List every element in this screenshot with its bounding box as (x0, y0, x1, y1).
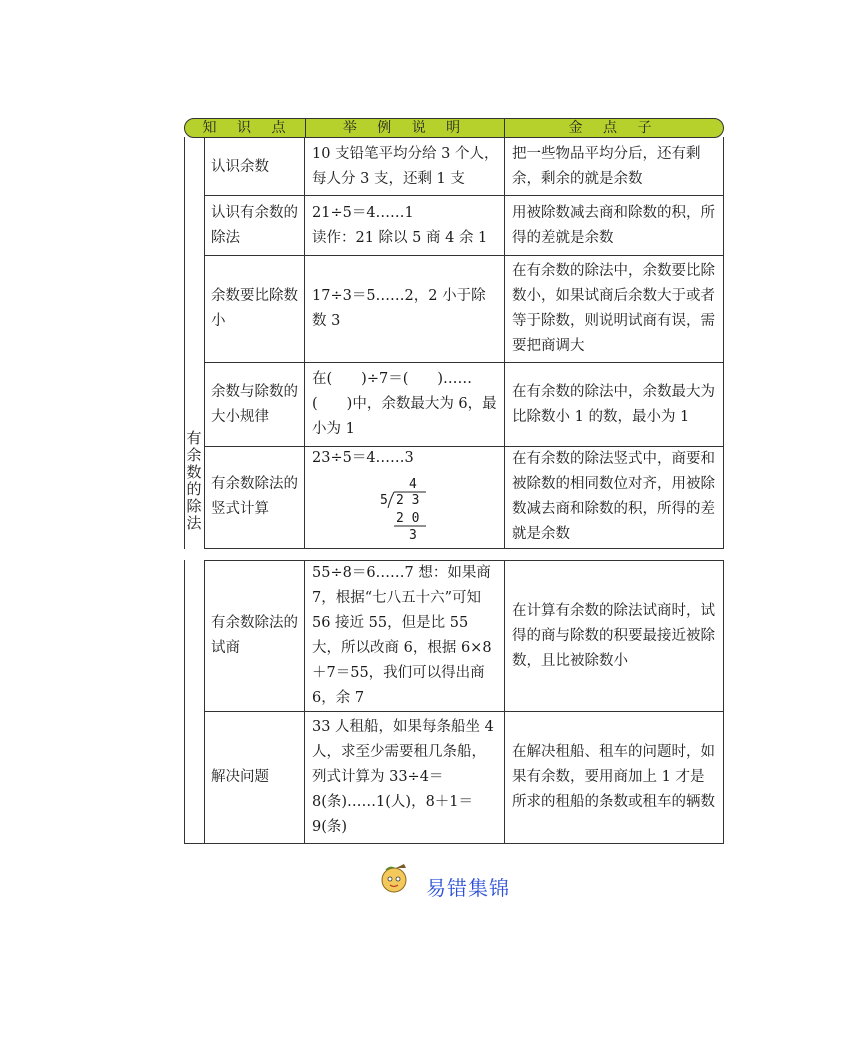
example-cell: 21÷5＝4……1 读作：21 除以 5 商 4 余 1 (312, 204, 488, 246)
header-knowledge-point: 知 识 点 (202, 120, 294, 136)
tip-cell: 用被除数减去商和除数的积，所得的差就是余数 (512, 204, 715, 246)
long-division-figure (366, 476, 446, 546)
header-example: 举 例 说 明 (342, 120, 469, 136)
row-divider (204, 195, 724, 196)
knowledge-point-cell: 认识有余数的除法 (211, 204, 298, 246)
knowledge-point-cell: 认识余数 (211, 158, 269, 175)
table-bottom-border (184, 843, 724, 844)
knowledge-point-cell: 有余数除法的试商 (211, 615, 298, 656)
tip-cell: 在有余数的除法中，余数最大为比除数小 1 的数，最小为 1 (512, 383, 715, 425)
example-cell: 23÷5＝4……3 (312, 450, 414, 466)
knowledge-point-cell: 有余数除法的竖式计算 (211, 476, 298, 517)
section-title: 易错集锦 (426, 876, 510, 900)
category-label: 有余数的除法 (186, 429, 202, 532)
divisor: 5 (380, 493, 388, 508)
knowledge-point-cell: 余数与除数的大小规律 (211, 383, 298, 425)
tip-cell: 在有余数的除法竖式中，商要和被除数的相同数位对齐，用被除数减去商和除数的积，所得的差就是余数 (512, 451, 715, 542)
table-border (723, 560, 724, 844)
cartoon-mascot-icon (376, 860, 412, 896)
tip-cell: 在计算有余数的除法试商时，试得的商与除数的积要最接近被除数，且比被除数小 (512, 602, 715, 669)
row-divider (204, 548, 724, 549)
table-border (184, 560, 185, 844)
header-tips: 金 点 子 (568, 120, 660, 136)
example-cell: 55÷8＝6……7 想：如果商 7，根据“七八五十六”可知 56 接近 55，但是比 55 大，所以改商 6，根据 6×8＋7＝55，我们可以得出商 6，余 7 (312, 565, 492, 706)
row-divider (204, 711, 724, 712)
table-border (304, 137, 305, 549)
tip-cell: 在有余数的除法中，余数要比除数小，如果试商后余数大于或者等于除数，则说明试商有误，需要把商调大 (512, 263, 715, 354)
row-divider (204, 255, 724, 256)
knowledge-point-cell: 解决问题 (211, 769, 269, 785)
tip-cell: 把一些物品平均分后，还有剩余，剩余的就是余数 (512, 146, 701, 187)
table-header (184, 118, 724, 138)
tip-cell: 在解决租船、租车的问题时，如果有余数，要用商加上 1 才是所求的租船的条数或租车的辆数 (512, 744, 715, 810)
table-border (184, 137, 185, 549)
knowledge-point-cell: 余数要比除数小 (211, 288, 298, 329)
row-divider (204, 362, 724, 363)
example-cell: 10 支铅笔平均分给 3 个人，每人分 3 支，还剩 1 支 (312, 146, 499, 187)
quotient: 4 (409, 477, 417, 492)
table-border (204, 137, 205, 549)
example-cell: 17÷3＝5……2，2 小于除数 3 (312, 288, 486, 329)
remainder: 3 (409, 528, 417, 543)
example-cell: 在( )÷7＝( )……( )中，余数最大为 6，最小为 1 (312, 371, 497, 437)
dividend: 2 3 (396, 493, 420, 508)
table-border (304, 560, 305, 844)
example-cell: 33 人租船，如果每条船坐 4 人，求至少需要租几条船，列式计算为 33÷4＝8(条)……1(人)，8＋1＝9(条) (312, 719, 494, 835)
table-border (504, 137, 505, 549)
table-border (504, 560, 505, 844)
table-border (204, 560, 205, 844)
table-border (723, 137, 724, 549)
product: 2 0 (396, 511, 420, 526)
